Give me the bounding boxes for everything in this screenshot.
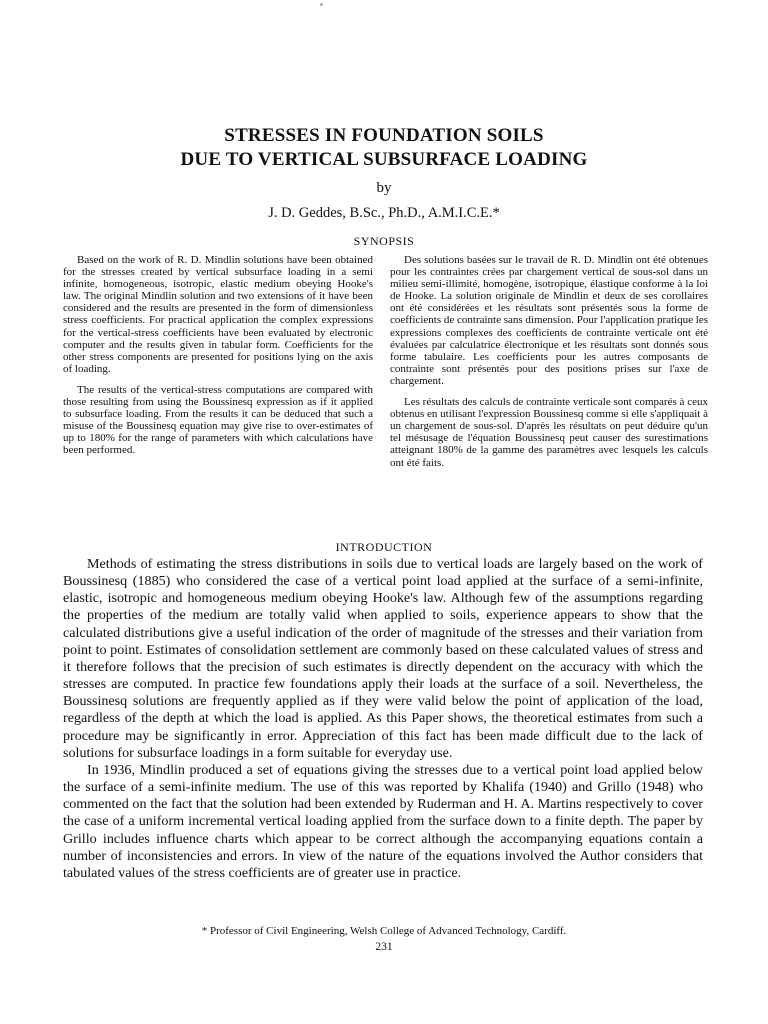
scan-speck [320, 3, 323, 6]
footnote: * Professor of Civil Engineering, Welsh College of Advanced Technology, Cardiff. [201, 925, 567, 937]
title-line-1: STRESSES IN FOUNDATION SOILS [224, 125, 544, 146]
author: J. D. Geddes, B.Sc., Ph.D., A.M.I.C.E.* [268, 205, 500, 221]
header-block [0, 124, 768, 223]
synopsis-en-paragraph-2: The results of the vertical-stress computations are compared with those resulting from using the Boussinesq expression as if it applied to subsurface loading. From the results it can be deduced that such a misuse of the Boussinesq equation may give rise to over-estimates of up to 180% for the range of parameters with which calculations have been performed. [63, 383, 373, 457]
intro-paragraph-2: In 1936, Mindlin produced a set of equations giving the stresses due to a vertical point load applied below the surface of a semi-infinite medium. The use of this was reported by Khalifa (1940) and Grillo (1948) who commented on the fact that the solution had been extended by Ruderman and H. A. Martins respectively to cover the case of a uniform incremental vertical loading applied from the surface down to a finite depth. The paper by Grillo includes influence charts which appear to be correct although the accompanying equations contain a number of inconsistencies and errors. In view of the nature of the equations involved the Author considers that tabulated values of the stress coefficients are of greater use in practice. [63, 761, 703, 881]
intro-paragraph-1: Methods of estimating the stress distributions in soils due to vertical loads are largely based on the work of Boussinesq (1885) who considered the case of a vertical point load applied at the surface of a semi-infinite, elastic, isotropic and homogeneous medium obeying Hooke's law. Although few of the assumptions regarding the properties of the medium are totally valid when applied to soils, experience appears to show that the calculated distributions give a useful indication of the order of magnitude of the stresses and their variation from point to point. Estimates of consolidation settlement are commonly based on these calculated values of stress and it therefore follows that the precision of such estimates is directly dependent on the accuracy with which the stresses are computed. In practice few foundations apply their loads at the surface of a soil. Nevertheless, the Boussinesq solutions are frequently applied as if they were valid below the point of application of the load, regardless of the depth at which the load is applied. As this Paper shows, the theoretical estimates from such a procedure may be significantly in error. Appreciation of this fact has been made difficult due to the lack of solutions for subsurface loadings in a form suitable for everyday use. [63, 556, 703, 761]
introduction-body [63, 556, 703, 882]
synopsis-fr-paragraph-1: Des solutions basées sur le travail de R. D. Mindlin ont été obtenues pour les contraintes crées par chargement vertical de sous-sol dans un milieu semi-illimité, homogène, isotropique, élastique conforme à la loi de Hooke. La solution originale de Mindlin et deux de ses corollaires ont été considérées et les résultats sont présentés sous la forme de coefficients de contrainte sans dimension. Pour l'application pratique les expressions complexes des coefficients de contrainte verticale ont été évaluées par calculatrice électronique et les résultats sont donnés sous forme tabulaire. Les coefficients pour les autres composants de contrainte sont présentés pour des positions prises sur l'axe de chargement. [390, 254, 708, 387]
introduction-heading: INTRODUCTION [335, 540, 433, 554]
byline: by [376, 180, 392, 196]
page-number: 231 [375, 941, 393, 953]
synopsis-fr-paragraph-2: Les résultats des calculs de contrainte verticale sont comparés à ceux obtenus en utilisant l'expression Boussinesq comme si elle s'appliquait à un chargement de sous-sol. D'après les résultats on peut déduire qu'un tel mésusage de l'équation Boussinesq peut causer des surestimations atteignant 180% de la gamme des paramètres avec lesquels les calculs ont été faits. [390, 396, 708, 469]
title-line-2: DUE TO VERTICAL SUBSURFACE LOADING [180, 149, 588, 170]
synopsis-en-paragraph-1: Based on the work of R. D. Mindlin solutions have been obtained for the stresses created by vertical subsurface loading in a semi infinite, homogeneous, isotropic, elastic medium obeying Hooke's law. The original Mindlin solution and two extensions of it have been considered and the results are presented in the form of dimensionless stress coefficients. For practical application the complex expressions for the vertical-stress coefficients have been evaluated by electronic computer and the results given in tabular form. Coefficients for the other stress components are presented for positions lying on the axis of loading. [63, 254, 373, 375]
synopsis-english [63, 254, 373, 466]
synopsis-heading: SYNOPSIS [353, 234, 415, 248]
synopsis-french [390, 254, 708, 478]
